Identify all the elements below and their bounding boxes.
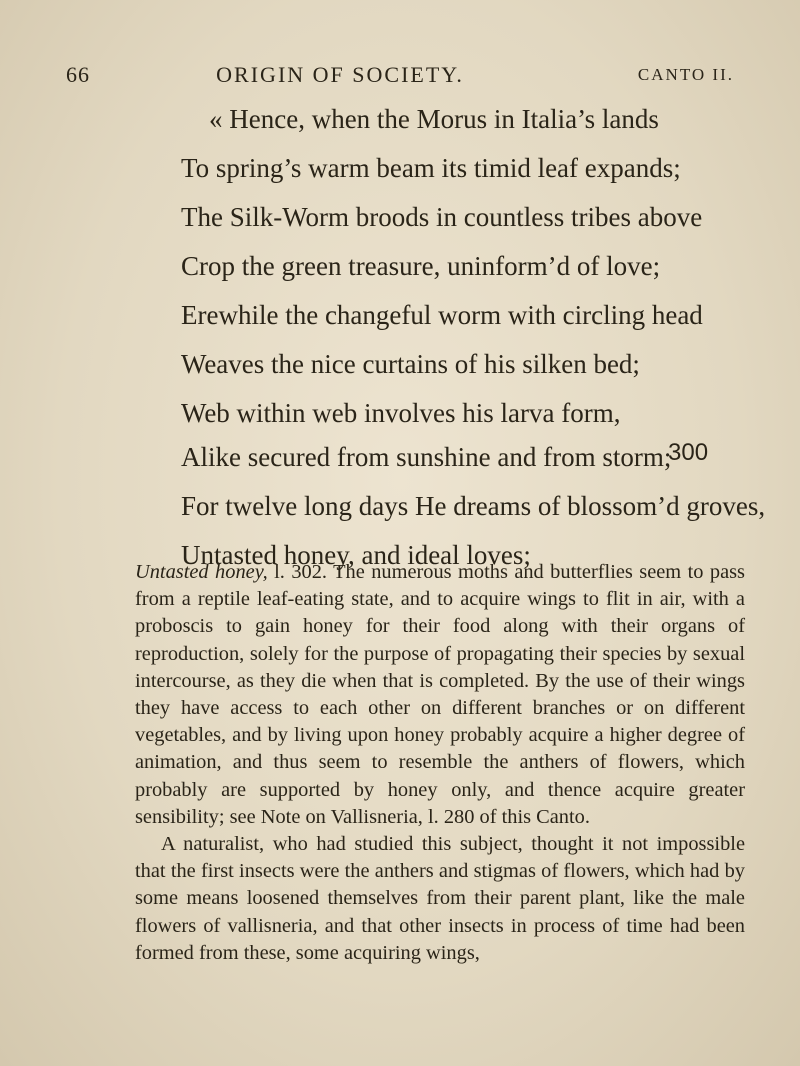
footnotes	[135, 559, 745, 967]
canto-label: CANTO II.	[637, 65, 734, 84]
poem-line: Alike secured from sunshine and from storm;	[181, 442, 672, 472]
page-number: 66	[66, 62, 90, 87]
poem-line: For twelve long days He dreams of blossom’d groves,	[181, 491, 766, 521]
footnote-paragraph	[135, 559, 745, 831]
footnote-lead: Untasted honey,	[135, 561, 268, 583]
page-header	[66, 62, 734, 92]
poem-line: « Hence, when the Morus in Italia’s lands	[209, 104, 659, 134]
footnote-paragraph: A naturalist, who had studied this subject, thought it not impossible that the first insects were the anthers and stigmas of flowers, which had by some means loosened themselves from their parent plant, like the male flowers of vallisneria, and that other insects in process of time had been formed from these, some acquiring wings,	[135, 833, 745, 964]
running-title: ORIGIN OF SOCIETY.	[216, 62, 464, 87]
poem-line: Erewhile the changeful worm with circling head	[181, 300, 703, 330]
line-number: 300	[668, 439, 709, 466]
poem-line: Untasted honey, and ideal loves;	[181, 540, 531, 570]
poem-line: Web within web involves his larva form,	[181, 398, 621, 428]
poem-line: Weaves the nice curtains of his silken bed;	[181, 349, 640, 379]
footnote-text: l. 302. The numerous moths and butterflies seem to pass from a reptile leaf-eating state, and to acquire wings to flit in air, with a proboscis to gain honey for their food along with their organs of reproduction, solely for the purpose of propagating their species by sexual intercourse, as they die when that is completed. By the use of their wings they have access to each other on different branches or on different vegetables, and by living upon honey probably acquire a higher degree of animation, and thus seem to resemble the anthers of flowers, which probably are supported by honey only, and thence acquire greater sensibility; see Note on Vallisneria, l. 280 of this Canto.	[135, 561, 745, 828]
poem-line: The Silk-Worm broods in countless tribes above	[181, 202, 703, 232]
poem-line: To spring’s warm beam its timid leaf expands;	[181, 153, 681, 183]
poem-line: Crop the green treasure, uninform’d of love;	[181, 251, 661, 281]
